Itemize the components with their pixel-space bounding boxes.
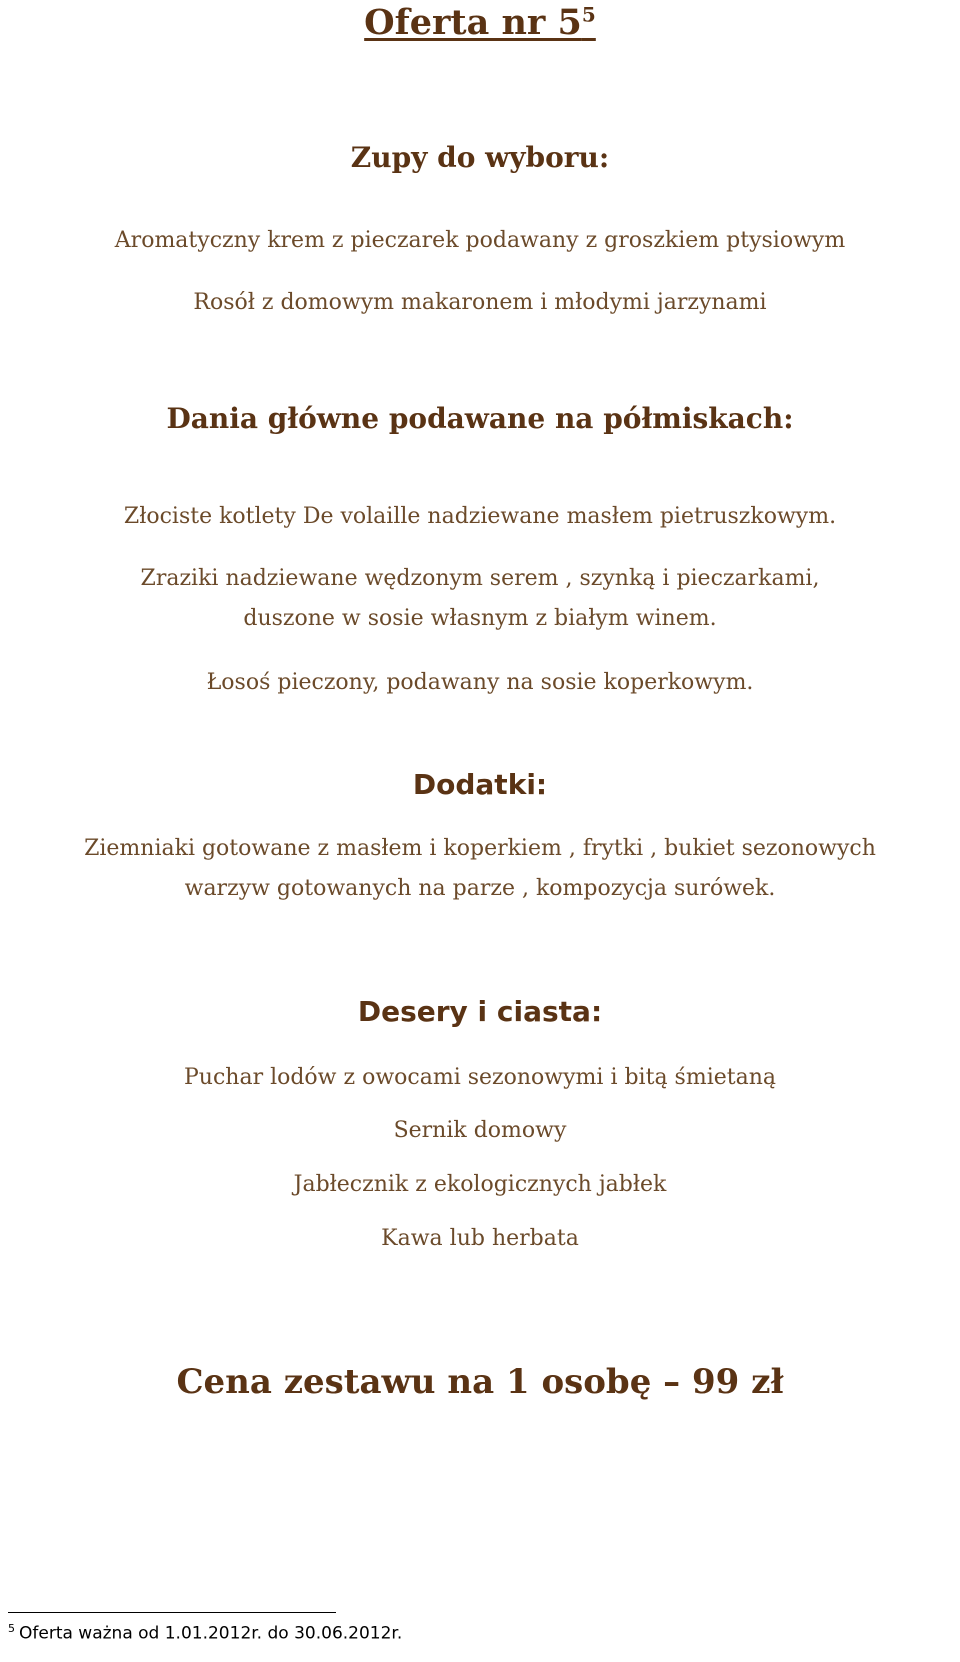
footnote bbox=[8, 1622, 402, 1644]
soups-heading: Zupy do wyboru: bbox=[350, 141, 610, 174]
dessert-item: Jabłecznik z ekologicznych jabłek bbox=[293, 1172, 667, 1197]
page-title bbox=[0, 2, 960, 43]
footnote-number: 5 bbox=[8, 1622, 15, 1635]
main-item: duszone w sosie własnym z białym winem. bbox=[243, 606, 717, 631]
page-title-text: Oferta nr 5 bbox=[364, 2, 582, 43]
sides-heading: Dodatki: bbox=[412, 768, 548, 801]
side-item: Ziemniaki gotowane z masłem i koperkiem , frytki , bukiet sezonowych bbox=[84, 836, 876, 861]
footnote-reference: 5 bbox=[581, 2, 596, 27]
side-item: warzyw gotowanych na parze , kompozycja surówek. bbox=[184, 876, 776, 901]
dessert-item: Kawa lub herbata bbox=[381, 1226, 579, 1251]
desserts-heading: Desery i ciasta: bbox=[357, 995, 603, 1028]
soup-item: Rosół z domowym makaronem i młodymi jarzynami bbox=[193, 290, 767, 315]
footnote-divider bbox=[8, 1612, 336, 1613]
footnote-text: Oferta ważna od 1.01.2012r. do 30.06.2012r. bbox=[19, 1623, 403, 1644]
set-price: Cena zestawu na 1 osobę – 99 zł bbox=[176, 1362, 784, 1402]
dessert-item: Puchar lodów z owocami sezonowymi i bitą śmietaną bbox=[183, 1065, 776, 1090]
dessert-item: Sernik domowy bbox=[393, 1118, 567, 1143]
mains-heading: Dania główne podawane na półmiskach: bbox=[166, 402, 794, 435]
main-item: Złociste kotlety De volaille nadziewane masłem pietruszkowym. bbox=[123, 504, 837, 529]
main-item: Łosoś pieczony, podawany na sosie koperkowym. bbox=[206, 670, 754, 695]
main-item: Zraziki nadziewane wędzonym serem , szynką i pieczarkami, bbox=[140, 566, 820, 591]
soup-item: Aromatyczny krem z pieczarek podawany z groszkiem ptysiowym bbox=[114, 228, 846, 253]
